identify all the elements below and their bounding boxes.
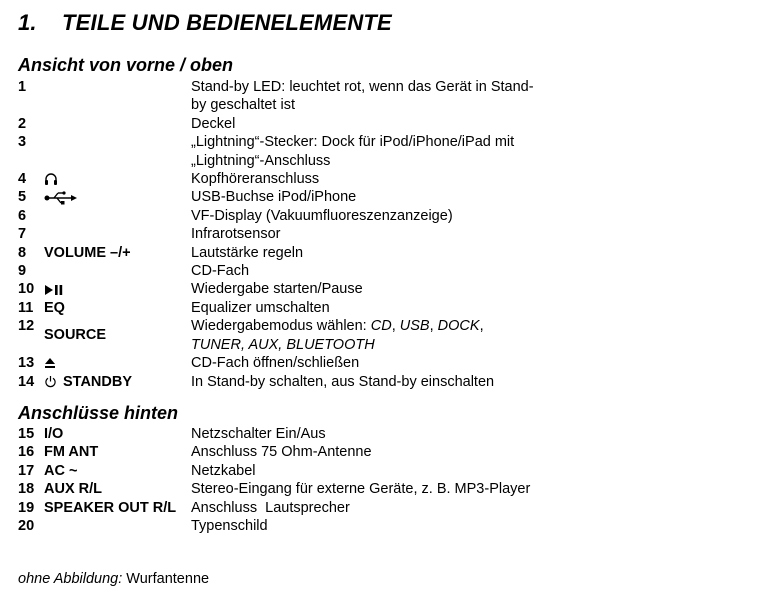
list-item [18,170,758,188]
item-label: AUX R/L [44,481,102,498]
item-description: Anschluss Lautsprecher [191,499,350,516]
item-number: 13 [18,355,35,372]
footer-note [18,571,209,587]
item-description: Anschluss 75 Ohm-Antenne [191,444,372,461]
list-item [18,133,758,170]
footer-italic: ohne Abbildung: [18,571,123,587]
item-description: Infrarotsensor [191,226,281,243]
item-number: 7 [18,226,27,243]
item-label [44,354,191,372]
item-description: Lautstärke regeln [191,244,304,261]
item-description: Stereo-Eingang für externe Geräte, z. B. MP3-Player [191,481,531,498]
list-item [18,480,758,498]
list-item [18,517,758,535]
item-label-text: STANDBY [63,373,133,390]
usb-icon [44,191,78,205]
item-label [44,133,191,170]
item-label [44,517,191,535]
list-item [18,188,758,206]
list-item [18,207,758,225]
item-description: „Lightning“-Stecker: Dock für iPod/iPhone/iPad mit „Lightning“-Anschluss [191,134,515,169]
item-label: FM ANT [44,444,99,461]
item-number: 9 [18,263,27,280]
headphones-icon [44,172,58,186]
list-item [18,262,758,280]
list-item [18,115,758,133]
item-description: Kopfhöreranschluss [191,171,320,188]
item-description: Stand-by LED: leuchtet rot, wenn das Gerät in Stand- by geschaltet ist [191,79,534,114]
list-item [18,462,758,480]
section-front-heading: Ansicht von vorne / oben [18,55,234,75]
item-label [44,225,191,243]
item-label [44,207,191,225]
item-number: 6 [18,207,27,224]
list-item [18,317,758,354]
item-label: AC ~ [44,462,78,479]
list-item [18,354,758,372]
item-description: Deckel [191,115,236,132]
item-label [44,373,191,391]
item-description: Netzschalter Ein/Aus [191,426,326,442]
item-label [44,262,191,280]
item-description: Equalizer umschalten [191,299,330,316]
item-label: SPEAKER OUT R/L [44,499,177,516]
list-item [18,244,758,262]
eject-icon [44,357,56,369]
item-number: 11 [18,299,34,316]
section-back-heading: Anschlüsse hinten [18,403,179,423]
item-number: 2 [18,115,27,132]
item-description: Wiedergabemodus wählen: CD, USB, DOCK, TUNER, AUX, BLUETOOTH [191,318,484,353]
item-number: 5 [18,189,27,206]
page-title [18,10,392,36]
item-number: 20 [18,518,35,535]
item-number: 3 [18,134,27,151]
list-item [18,225,758,243]
item-number: 14 [18,373,35,390]
item-description: In Stand-by schalten, aus Stand-by einschalten [191,373,495,390]
play-pause-icon [44,284,64,296]
heading-text: TEILE UND BEDIENELEMENTE [62,10,392,35]
list-item [18,78,758,115]
item-number: 10 [18,281,35,298]
list-item [18,499,758,517]
item-label [44,170,191,188]
front-items-list [18,78,758,391]
item-number: 12 [18,318,35,335]
item-number: 16 [18,444,35,461]
item-number: 4 [18,171,27,188]
item-number: 19 [18,499,35,516]
list-item [18,299,758,317]
item-number: 8 [18,244,27,261]
item-description: CD-Fach öffnen/schließen [191,355,360,372]
list-item [18,425,758,443]
item-description: Wiedergabe starten/Pause [191,281,363,298]
footer-text: Wurfantenne [122,571,210,587]
item-label: EQ [44,299,65,316]
item-number: 1 [18,79,27,95]
item-description: Typenschild [191,518,268,535]
item-description: CD-Fach [191,263,250,280]
item-label: VOLUME –/+ [44,244,131,261]
heading-number: 1. [18,10,37,35]
item-description: USB-Buchse iPod/iPhone [191,189,357,206]
item-label: I/O [44,426,64,442]
back-items-list [18,425,758,535]
item-number: 18 [18,481,35,498]
item-label: SOURCE [44,327,107,344]
item-description: VF-Display (Vakuumfluoreszenzanzeige) [191,207,453,224]
list-item [18,280,758,298]
item-number: 17 [18,462,35,479]
item-label [44,115,191,133]
item-label [44,280,191,298]
item-number: 15 [18,426,35,442]
power-icon [44,375,57,388]
item-description: Netzkabel [191,462,256,479]
item-label [44,188,191,206]
list-item [18,443,758,461]
item-label [44,78,191,115]
list-item [18,373,758,391]
